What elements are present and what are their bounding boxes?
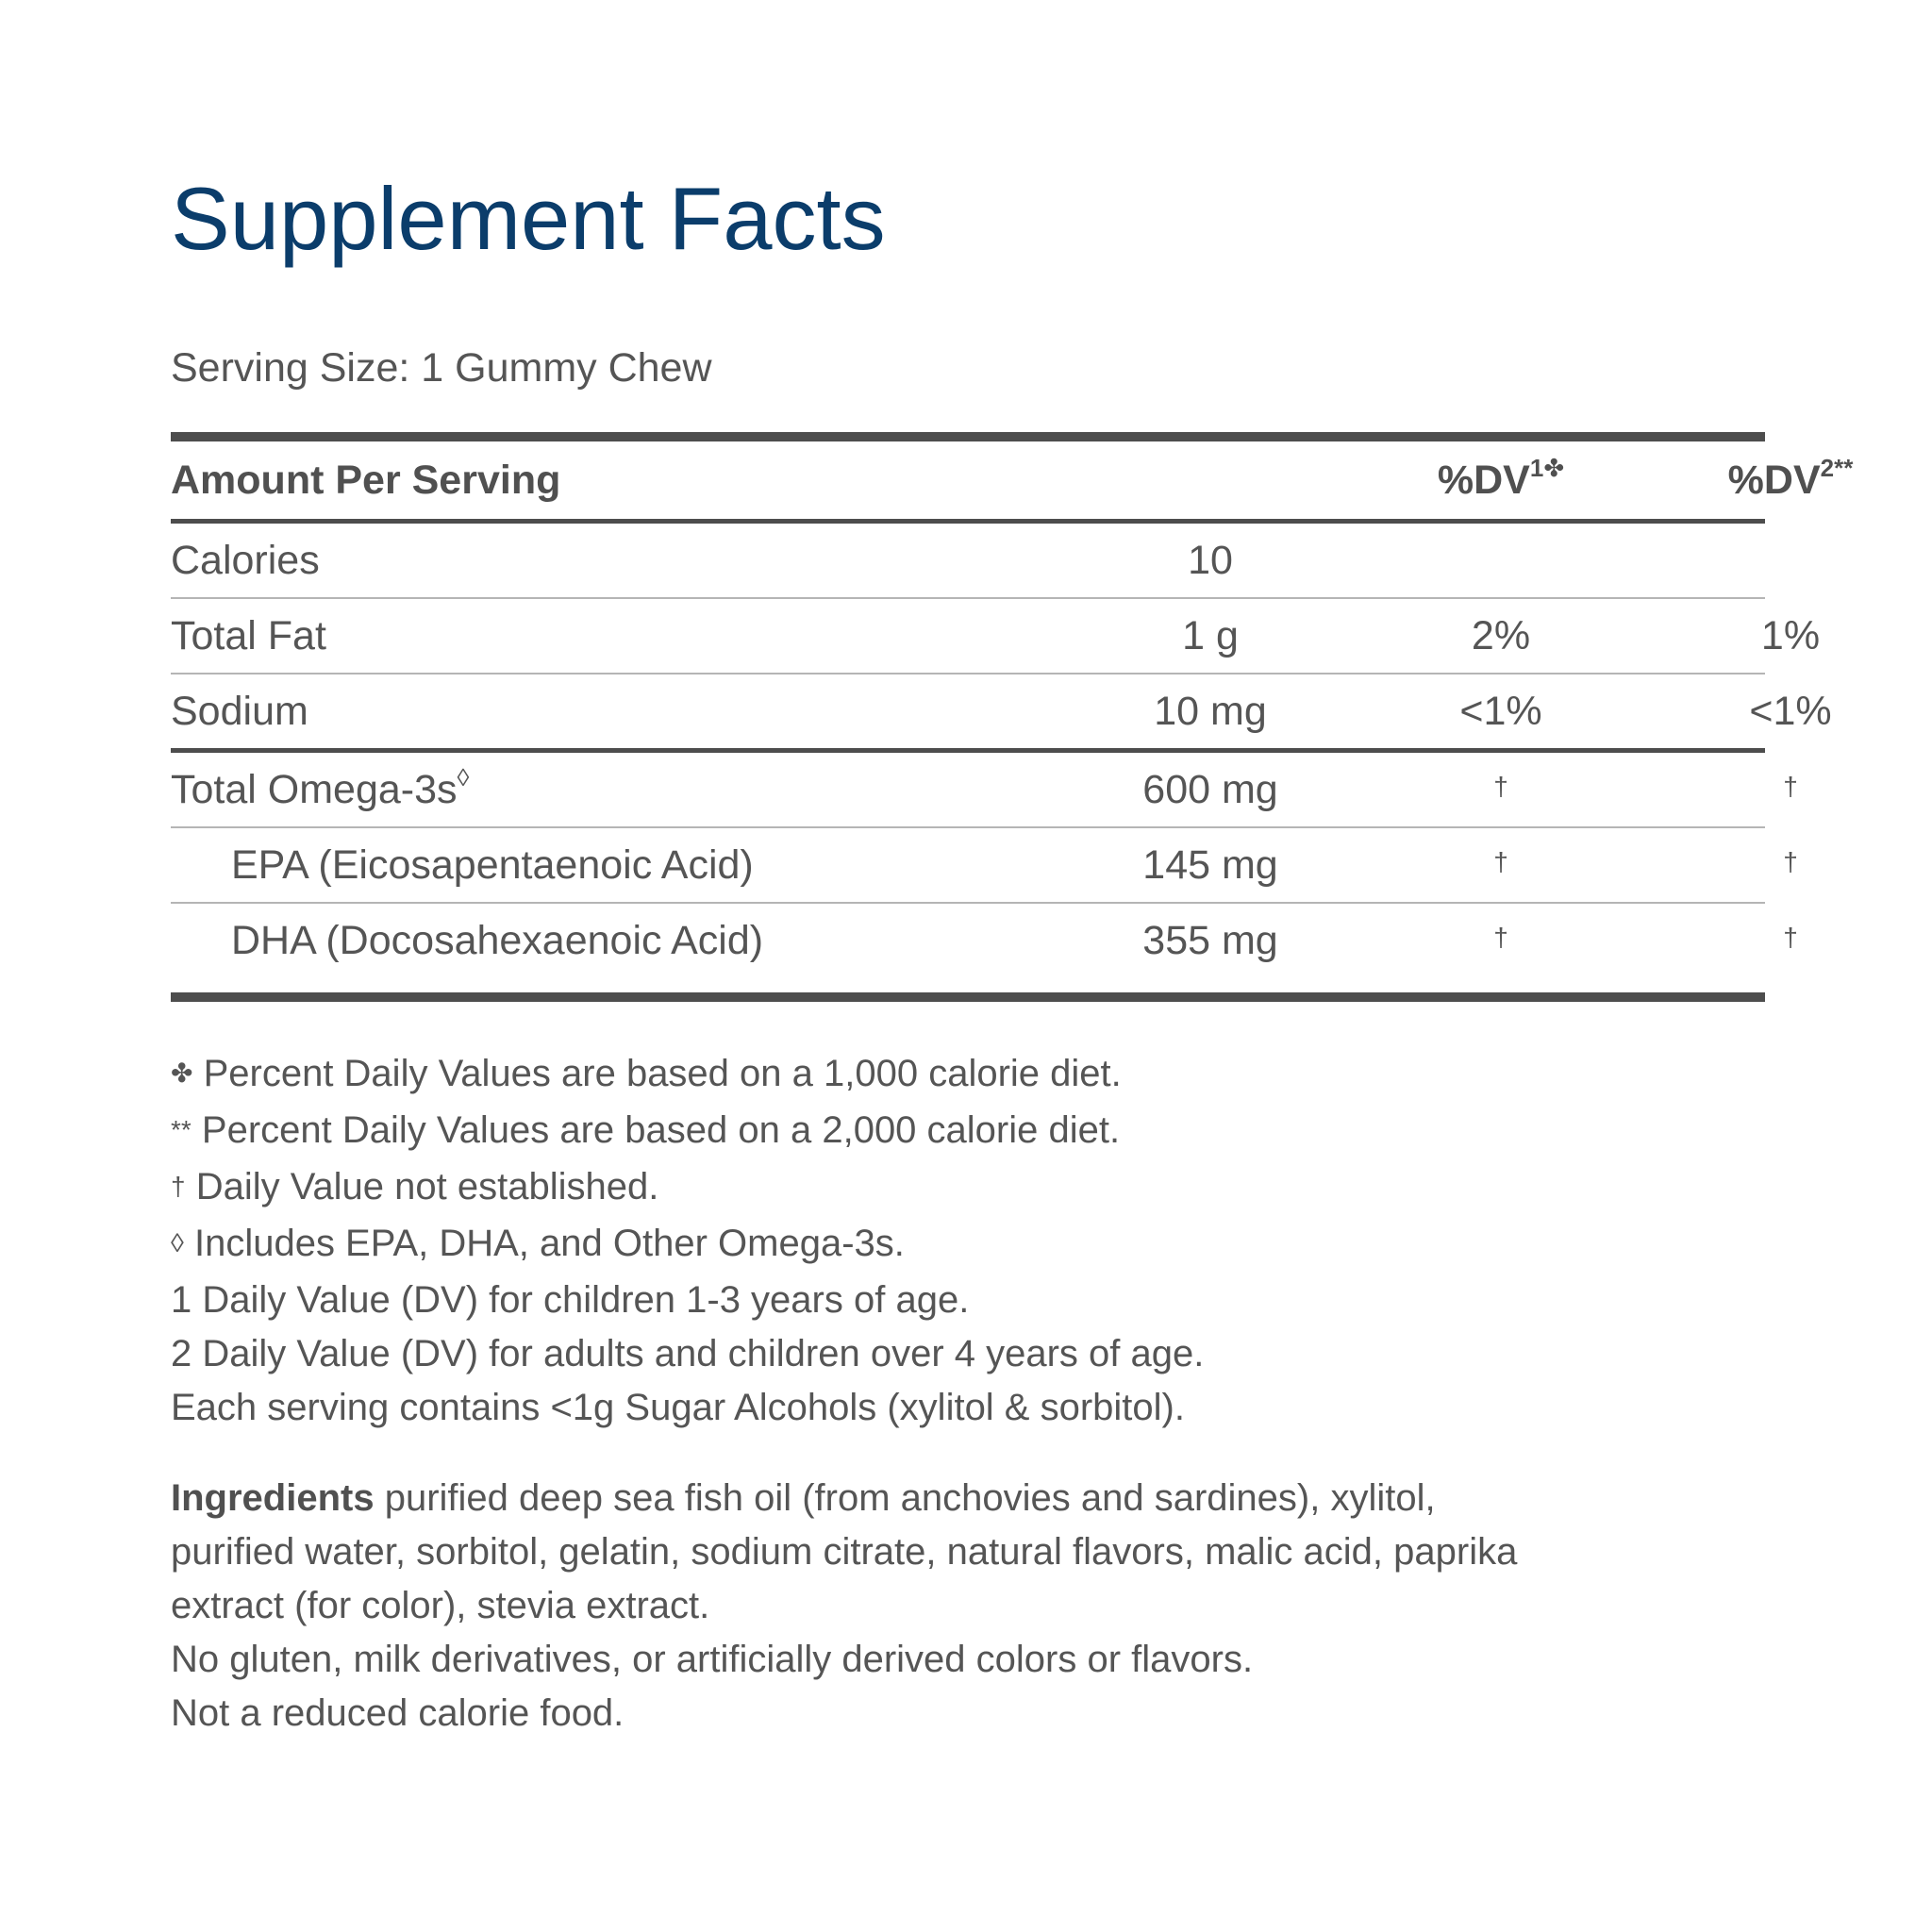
nutrient-name: DHA (Docosahexaenoic Acid) [231,918,764,963]
ingredients-text: purified deep sea fish oil (from anchovies and sardines), xylitol, [374,1477,1436,1519]
table-bottom-rule [171,992,1765,1002]
ingredients-line-2: purified water, sorbitol, gelatin, sodium citrate, natural flavors, malic acid, paprika [171,1531,1518,1573]
dv2-header-sup: 2** [1820,454,1854,482]
dagger-mark: † [1493,772,1508,801]
nutrient-amount: 355 mg [1142,918,1278,963]
table-row-calories [171,524,1765,599]
nutrient-amount: 10 mg [1154,689,1267,734]
ingredients-line-3: extract (for color), stevia extract. [171,1585,710,1626]
footnote-text: Each serving contains <1g Sugar Alcohols (xylitol & sorbitol). [171,1387,1185,1428]
nutrient-dv2: 1% [1760,613,1821,658]
nutrient-amount: 1 g [1182,613,1239,658]
ingredients-label: Ingredients [171,1477,375,1519]
footnote-text: 2 Daily Value (DV) for adults and children over 4 years of age. [171,1333,1205,1374]
dagger-mark: † [1783,772,1798,801]
nutrient-dv2 [1621,904,1932,982]
footnote-symbol: ✤ [171,1058,193,1088]
table-row-epa [171,828,1798,904]
nutrient-amount: 145 mg [1142,842,1278,888]
dv1-header-label: %DV [1437,458,1530,503]
nutrient-dv1 [1331,904,1671,982]
nutrient-name-sup: ◊ [457,763,470,791]
nutrient-name: Total Omega-3s [171,767,458,812]
footnote-1000-calorie [171,1047,1765,1104]
page-title: Supplement Facts [171,169,886,268]
footnote-omega-3s [171,1217,1765,1274]
allergen-statement: No gluten, milk derivatives, or artificially derived colors or flavors. [171,1639,1254,1680]
nutrient-name-wrap [171,753,469,826]
table-row-dha [171,904,1798,998]
nutrient-dv1 [1331,753,1671,831]
dagger-mark: † [1493,923,1508,952]
footnote-dv-children [171,1274,1765,1327]
dagger-mark: † [1783,847,1798,876]
table-header [171,441,1854,524]
footnote-text: Daily Value not established. [185,1166,659,1208]
footnote-sugar-alcohols [171,1381,1765,1435]
nutrient-dv2 [1621,753,1932,831]
nutrient-dv2 [1621,828,1932,907]
nutrient-dv2: <1% [1749,689,1832,734]
facts-table [171,432,1854,998]
nutrient-name: Calories [171,538,320,583]
footnote-dv-adults [171,1327,1765,1381]
dv1-header-sup: 1✤ [1529,454,1565,482]
footnote-text: Percent Daily Values are based on a 2,000 calorie diet. [191,1109,1121,1151]
nutrient-name: Sodium [171,689,308,734]
footnote-text: Includes EPA, DHA, and Other Omega-3s. [183,1223,905,1264]
dagger-mark: † [1783,923,1798,952]
serving-size: Serving Size: 1 Gummy Chew [171,345,712,391]
footnote-symbol: ** [171,1115,192,1144]
footnote-symbol: † [171,1172,186,1201]
footnotes [171,1047,1765,1435]
footnote-text: 1 Daily Value (DV) for children 1-3 years of age. [171,1279,970,1321]
table-row-sodium [171,675,1832,753]
amount-per-serving-header: Amount Per Serving [171,458,561,503]
nutrient-dv1 [1331,828,1671,907]
footnote-symbol: ◊ [171,1228,184,1257]
ingredients [171,1472,1765,1740]
dv2-header-label: %DV [1727,458,1821,503]
ingredients-line-1 [171,1472,1765,1525]
nutrient-dv1: <1% [1459,689,1542,734]
footnote-text: Percent Daily Values are based on a 1,000 calorie diet. [192,1053,1122,1094]
nutrient-name: Total Fat [171,613,326,658]
nutrient-dv1: 2% [1471,613,1531,658]
dv1-header [1331,441,1671,519]
dv2-header [1621,441,1932,519]
nutrient-name: EPA (Eicosapentaenoic Acid) [231,842,754,888]
calorie-statement: Not a reduced calorie food. [171,1692,625,1734]
footnote-dv-not-established [171,1160,1765,1217]
table-row-total-fat [171,599,1821,675]
dagger-mark: † [1493,847,1508,876]
nutrient-amount: 10 [1188,538,1233,583]
nutrient-amount: 600 mg [1142,767,1278,812]
table-row-total-omega-3s [171,753,1798,828]
footnote-2000-calorie [171,1104,1765,1160]
